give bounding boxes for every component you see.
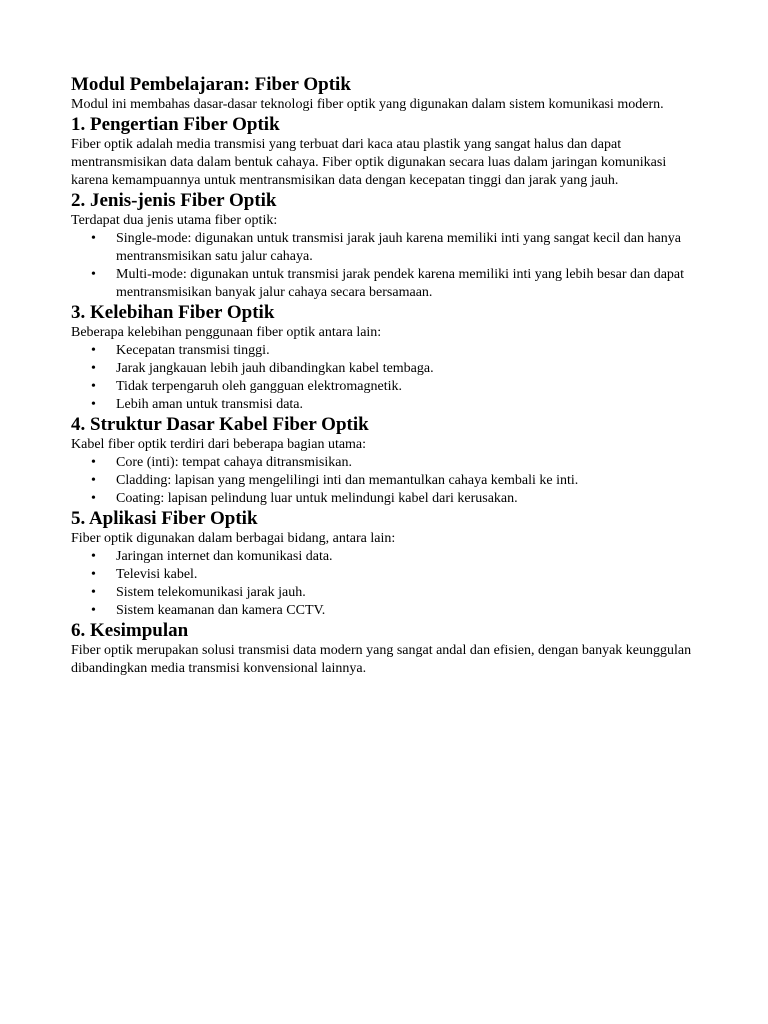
list-item xyxy=(71,266,701,302)
list-item xyxy=(71,472,701,490)
bullet-icon: • xyxy=(91,549,96,564)
document-page xyxy=(71,74,701,678)
list-item xyxy=(71,584,701,602)
list-item-text: Televisi kabel. xyxy=(116,567,198,582)
list-item-text: Sistem telekomunikasi jarak jauh. xyxy=(116,585,306,600)
bullet-icon: • xyxy=(91,267,96,282)
list-item-text: Multi-mode: digunakan untuk transmisi jarak pendek karena memiliki inti yang lebih besar dan dapat mentransmisikan banyak jalur cahaya secara bersamaan. xyxy=(116,267,685,300)
list-item-text: Coating: lapisan pelindung luar untuk melindungi kabel dari kerusakan. xyxy=(116,491,518,506)
list-item xyxy=(71,566,701,584)
list-item-text: Jaringan internet dan komunikasi data. xyxy=(116,549,333,564)
list-item xyxy=(71,360,701,378)
document-title: Modul Pembelajaran: Fiber Optik xyxy=(71,74,351,95)
bullet-icon: • xyxy=(91,603,96,618)
bullet-icon: • xyxy=(91,567,96,582)
bullet-icon: • xyxy=(91,361,96,376)
bullet-icon: • xyxy=(91,585,96,600)
intro-paragraph: Modul ini membahas dasar-dasar teknologi fiber optik yang digunakan dalam sistem komunikasi modern. xyxy=(71,97,664,112)
list-item-text: Core (inti): tempat cahaya ditransmisikan. xyxy=(116,455,352,470)
section-paragraph: Fiber optik merupakan solusi transmisi data modern yang sangat andal dan efisien, dengan banyak keunggulan dibandingkan media transmisi konvensional lainnya. xyxy=(71,643,692,676)
section-heading: 4. Struktur Dasar Kabel Fiber Optik xyxy=(71,414,369,435)
bullet-icon: • xyxy=(91,455,96,470)
bullet-icon: • xyxy=(91,397,96,412)
bullet-list xyxy=(71,548,701,620)
bullet-icon: • xyxy=(91,379,96,394)
section-heading: 2. Jenis-jenis Fiber Optik xyxy=(71,190,277,211)
section-paragraph: Beberapa kelebihan penggunaan fiber optik antara lain: xyxy=(71,325,382,340)
section-aplikasi xyxy=(71,508,701,620)
list-item-text: Sistem keamanan dan kamera CCTV. xyxy=(116,603,326,618)
list-item xyxy=(71,342,701,360)
section-paragraph: Terdapat dua jenis utama fiber optik: xyxy=(71,213,278,228)
section-heading: 3. Kelebihan Fiber Optik xyxy=(71,302,275,323)
list-item xyxy=(71,602,701,620)
section-kelebihan xyxy=(71,302,701,414)
bullet-list xyxy=(71,342,701,414)
list-item xyxy=(71,490,701,508)
section-heading: 6. Kesimpulan xyxy=(71,620,189,641)
list-item xyxy=(71,230,701,266)
list-item xyxy=(71,396,701,414)
list-item xyxy=(71,454,701,472)
list-item xyxy=(71,548,701,566)
list-item-text: Single-mode: digunakan untuk transmisi jarak jauh karena memiliki inti yang sangat kecil dan hanya mentransmisikan satu jalur cahaya. xyxy=(116,231,681,264)
list-item-text: Kecepatan transmisi tinggi. xyxy=(116,343,270,358)
section-pengertian xyxy=(71,114,701,190)
bullet-list xyxy=(71,230,701,302)
bullet-icon: • xyxy=(91,231,96,246)
list-item-text: Tidak terpengaruh oleh gangguan elektromagnetik. xyxy=(116,379,403,394)
bullet-list xyxy=(71,454,701,508)
section-heading: 1. Pengertian Fiber Optik xyxy=(71,114,280,135)
section-struktur xyxy=(71,414,701,508)
list-item-text: Jarak jangkauan lebih jauh dibandingkan kabel tembaga. xyxy=(116,361,434,376)
section-jenis xyxy=(71,190,701,302)
section-heading: 5. Aplikasi Fiber Optik xyxy=(71,508,258,529)
bullet-icon: • xyxy=(91,491,96,506)
list-item-text: Cladding: lapisan yang mengelilingi inti dan memantulkan cahaya kembali ke inti. xyxy=(116,473,579,488)
section-kesimpulan xyxy=(71,620,701,678)
section-paragraph: Fiber optik digunakan dalam berbagai bidang, antara lain: xyxy=(71,531,396,546)
list-item xyxy=(71,378,701,396)
bullet-icon: • xyxy=(91,473,96,488)
section-paragraph: Kabel fiber optik terdiri dari beberapa bagian utama: xyxy=(71,437,367,452)
list-item-text: Lebih aman untuk transmisi data. xyxy=(116,397,304,412)
section-paragraph: Fiber optik adalah media transmisi yang terbuat dari kaca atau plastik yang sangat halus dan dapat mentransmisikan data dalam bentuk cahaya. Fiber optik digunakan secara luas dalam jaringan komunikasi karena kemampuannya untuk mentransmisikan data dengan kecepatan tinggi dan jarak yang jauh. xyxy=(71,137,667,188)
bullet-icon: • xyxy=(91,343,96,358)
